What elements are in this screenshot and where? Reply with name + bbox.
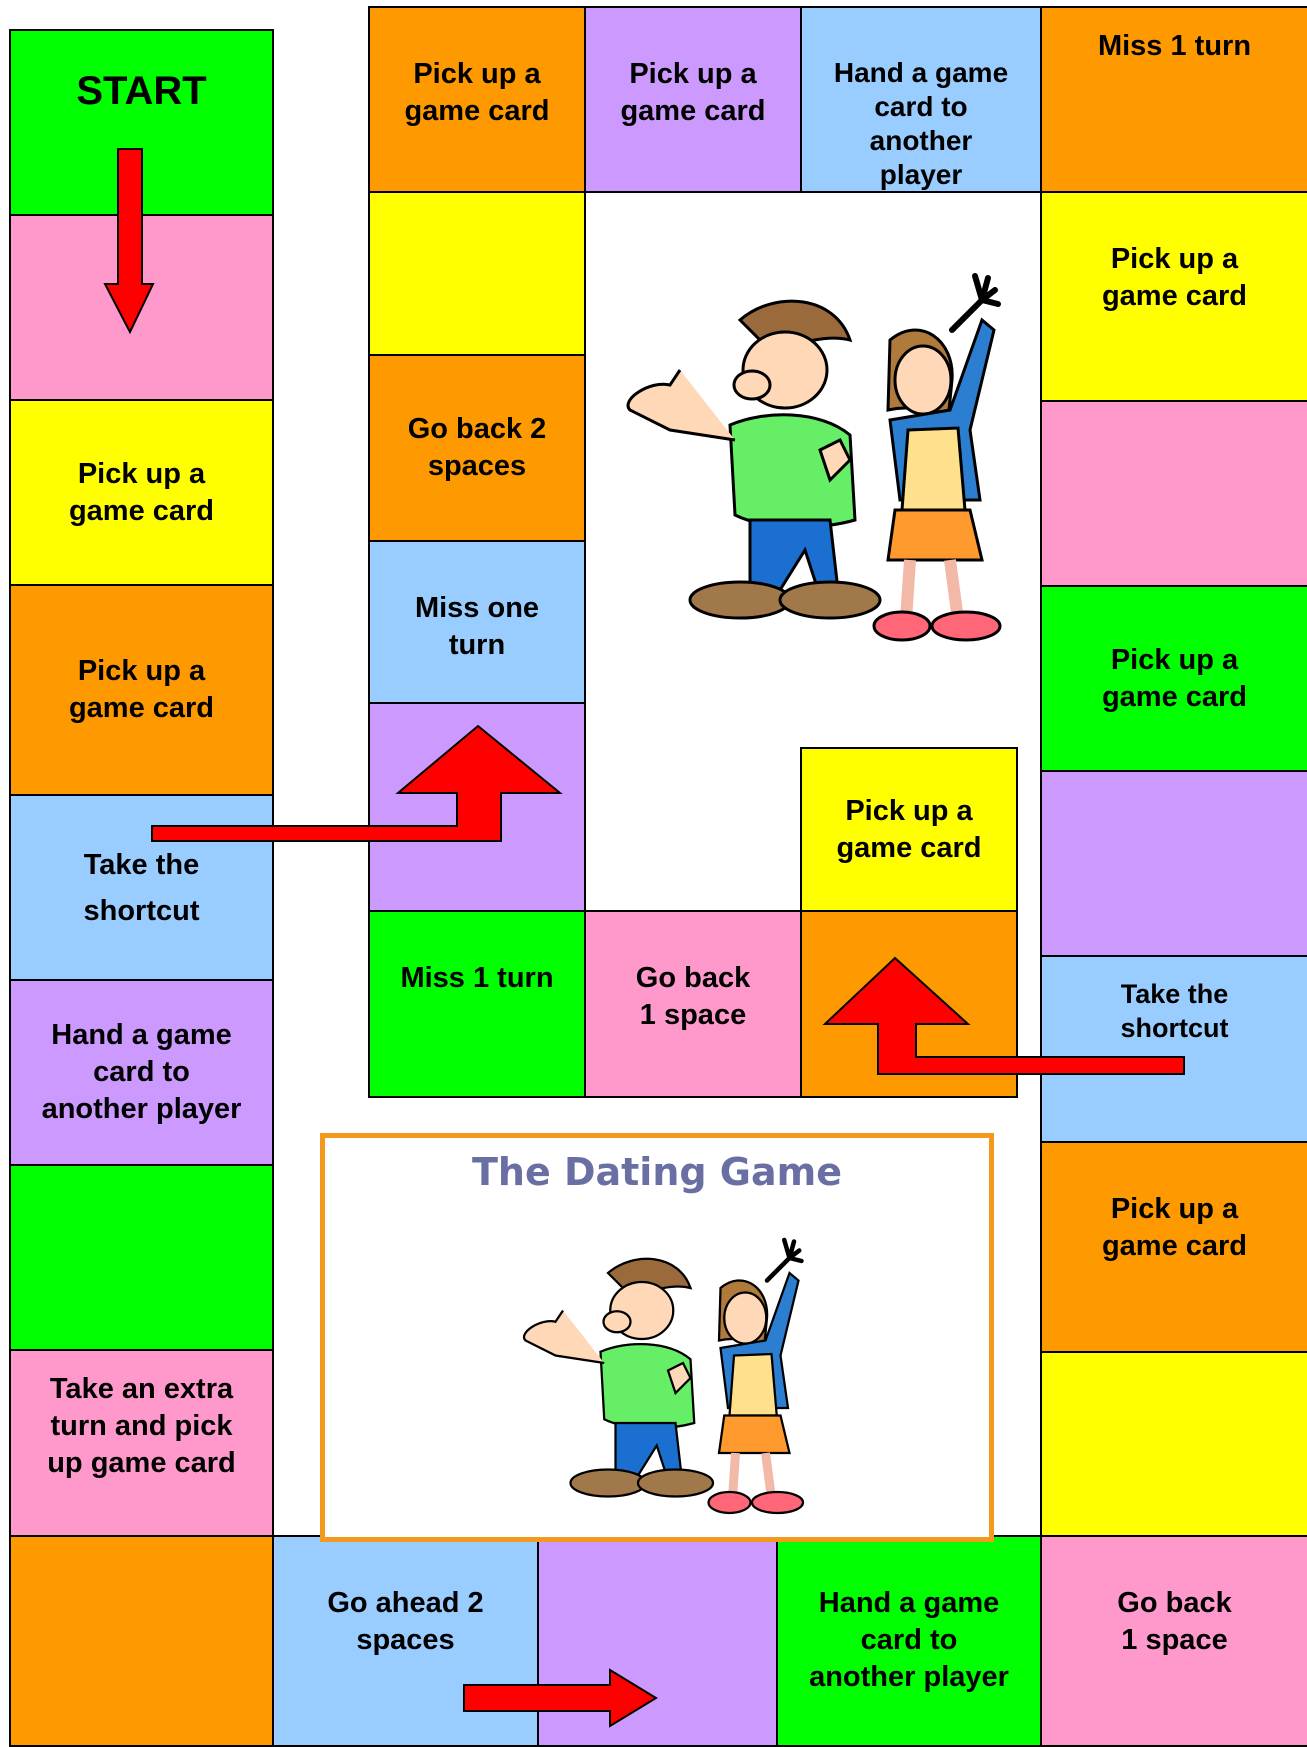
game-title: The Dating Game — [471, 1150, 843, 1194]
square-label: Pick up a game card — [1101, 243, 1248, 312]
square-label: Miss 1 turn — [1097, 30, 1252, 62]
square-label: Go back 1 space — [1117, 1587, 1232, 1656]
square-label: Pick up a game card — [68, 655, 215, 724]
square-label: Go ahead 2 spaces — [327, 1587, 484, 1656]
square-label: Go back 2 spaces — [407, 413, 547, 482]
down-arrow — [105, 149, 153, 332]
shortcut-up-arrow-left — [152, 726, 560, 841]
square-label: Pick up a game card — [1101, 643, 1248, 713]
square-label: Pick up a game card — [620, 58, 766, 127]
square-label: Hand a game card to another player — [833, 57, 1009, 190]
right-arrow — [464, 1670, 656, 1726]
square-label: Miss 1 turn — [400, 962, 554, 994]
square-label: Take the shortcut — [1120, 979, 1229, 1043]
square-label: Take the shortcut — [83, 848, 200, 927]
square-label: Hand a game card to another player — [809, 1587, 1009, 1693]
square-label: Miss one turn — [414, 592, 540, 661]
start-label: START — [76, 69, 207, 113]
square-label: Hand a game card to another player — [41, 1019, 242, 1125]
square-label: Go back 1 space — [635, 962, 751, 1031]
square-label: Take an extra turn and pick up game card — [47, 1373, 236, 1479]
shortcut-up-arrow-right — [825, 958, 1184, 1074]
square-label: Pick up a game card — [836, 794, 982, 864]
square-label: Pick up a game card — [68, 457, 215, 527]
square-label: Pick up a game card — [1101, 1193, 1248, 1262]
square-label: Pick up a game card — [404, 58, 550, 127]
